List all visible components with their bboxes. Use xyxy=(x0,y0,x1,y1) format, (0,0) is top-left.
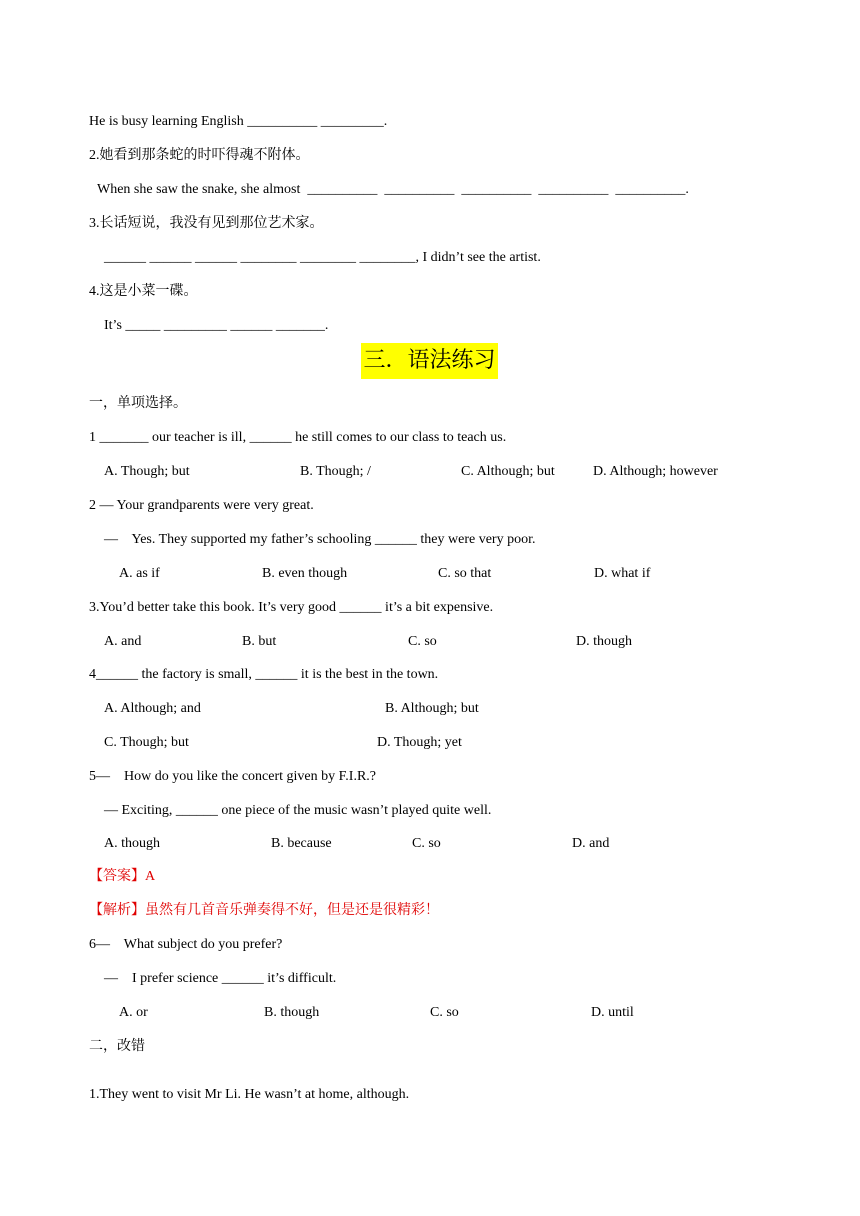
mc-6-option-c: C. so xyxy=(430,1005,459,1020)
mc-question-4: 4______ the factory is small, ______ it is the best in the town. xyxy=(89,667,439,682)
section-1-title: 一，单项选择。 xyxy=(89,396,187,411)
analysis-label: 【解析】虽然有几首音乐弹奏得不好，但是还是很精彩！ xyxy=(89,903,439,918)
mc-5-option-d: D. and xyxy=(572,836,610,851)
mc-3-option-c: C. so xyxy=(408,634,437,649)
question-3-prompt: 3.长话短说，我没有见到那位艺术家。 xyxy=(89,216,324,231)
mc-1-option-b: B. Though; / xyxy=(300,464,371,479)
mc-6-option-d: D. until xyxy=(591,1005,634,1020)
mc-question-2: 2 — Your grandparents were very great. xyxy=(89,498,314,513)
sentence-line: He is busy learning English __________ _________. xyxy=(89,114,388,129)
mc-4-option-c: C. Though; but xyxy=(104,735,189,750)
mc-4-option-b: B. Although; but xyxy=(385,701,479,716)
mc-4-option-d: D. Though; yet xyxy=(377,735,462,750)
answer-label: 【答案】A xyxy=(89,869,156,884)
mc-2-option-c: C. so that xyxy=(438,566,492,581)
mc-question-1: 1 _______ our teacher is ill, ______ he still comes to our class to teach us. xyxy=(89,430,507,445)
question-4-prompt: 4.这是小菜一碟。 xyxy=(89,284,198,299)
mc-1-option-c: C. Although; but xyxy=(461,464,555,479)
mc-2-option-d: D. what if xyxy=(594,566,651,581)
mc-5-option-c: C. so xyxy=(412,836,441,851)
mc-question-3: 3.You’d better take this book. It’s very good ______ it’s a bit expensive. xyxy=(89,600,494,615)
mc-question-6: 6— What subject do you prefer? xyxy=(89,937,283,952)
mc-2-option-b: B. even though xyxy=(262,566,348,581)
mc-1-option-d: D. Although; however xyxy=(593,464,718,479)
section-2-title: 二，改错 xyxy=(89,1039,145,1054)
mc-6-option-a: A. or xyxy=(119,1005,148,1020)
section-heading: 三．语法练习 xyxy=(361,343,498,379)
mc-question-2-reply: — Yes. They supported my father’s schooling ______ they were very poor. xyxy=(104,532,536,547)
mc-3-option-b: B. but xyxy=(242,634,277,649)
mc-question-5: 5— How do you like the concert given by F.I.R.? xyxy=(89,769,376,784)
correction-sentence-1: 1.They went to visit Mr Li. He wasn’t at home, although. xyxy=(89,1087,410,1102)
question-2-prompt: 2.她看到那条蛇的时吓得魂不附体。 xyxy=(89,148,310,163)
mc-1-option-a: A. Though; but xyxy=(104,464,190,479)
mc-3-option-a: A. and xyxy=(104,634,142,649)
mc-2-option-a: A. as if xyxy=(119,566,160,581)
mc-6-option-b: B. though xyxy=(264,1005,320,1020)
mc-question-5-reply: — Exciting, ______ one piece of the music wasn’t played quite well. xyxy=(104,803,492,818)
question-3-sentence: ______ ______ ______ ________ ________ ________, I didn’t see the artist. xyxy=(104,250,541,265)
mc-5-option-a: A. though xyxy=(104,836,160,851)
mc-3-option-d: D. though xyxy=(576,634,632,649)
question-4-sentence: It’s _____ _________ ______ _______. xyxy=(104,318,329,333)
question-2-sentence: When she saw the snake, she almost __________ __________ __________ __________ __________. xyxy=(97,182,689,197)
mc-question-6-reply: — I prefer science ______ it’s difficult. xyxy=(104,971,337,986)
mc-5-option-b: B. because xyxy=(271,836,332,851)
mc-4-option-a: A. Although; and xyxy=(104,701,201,716)
